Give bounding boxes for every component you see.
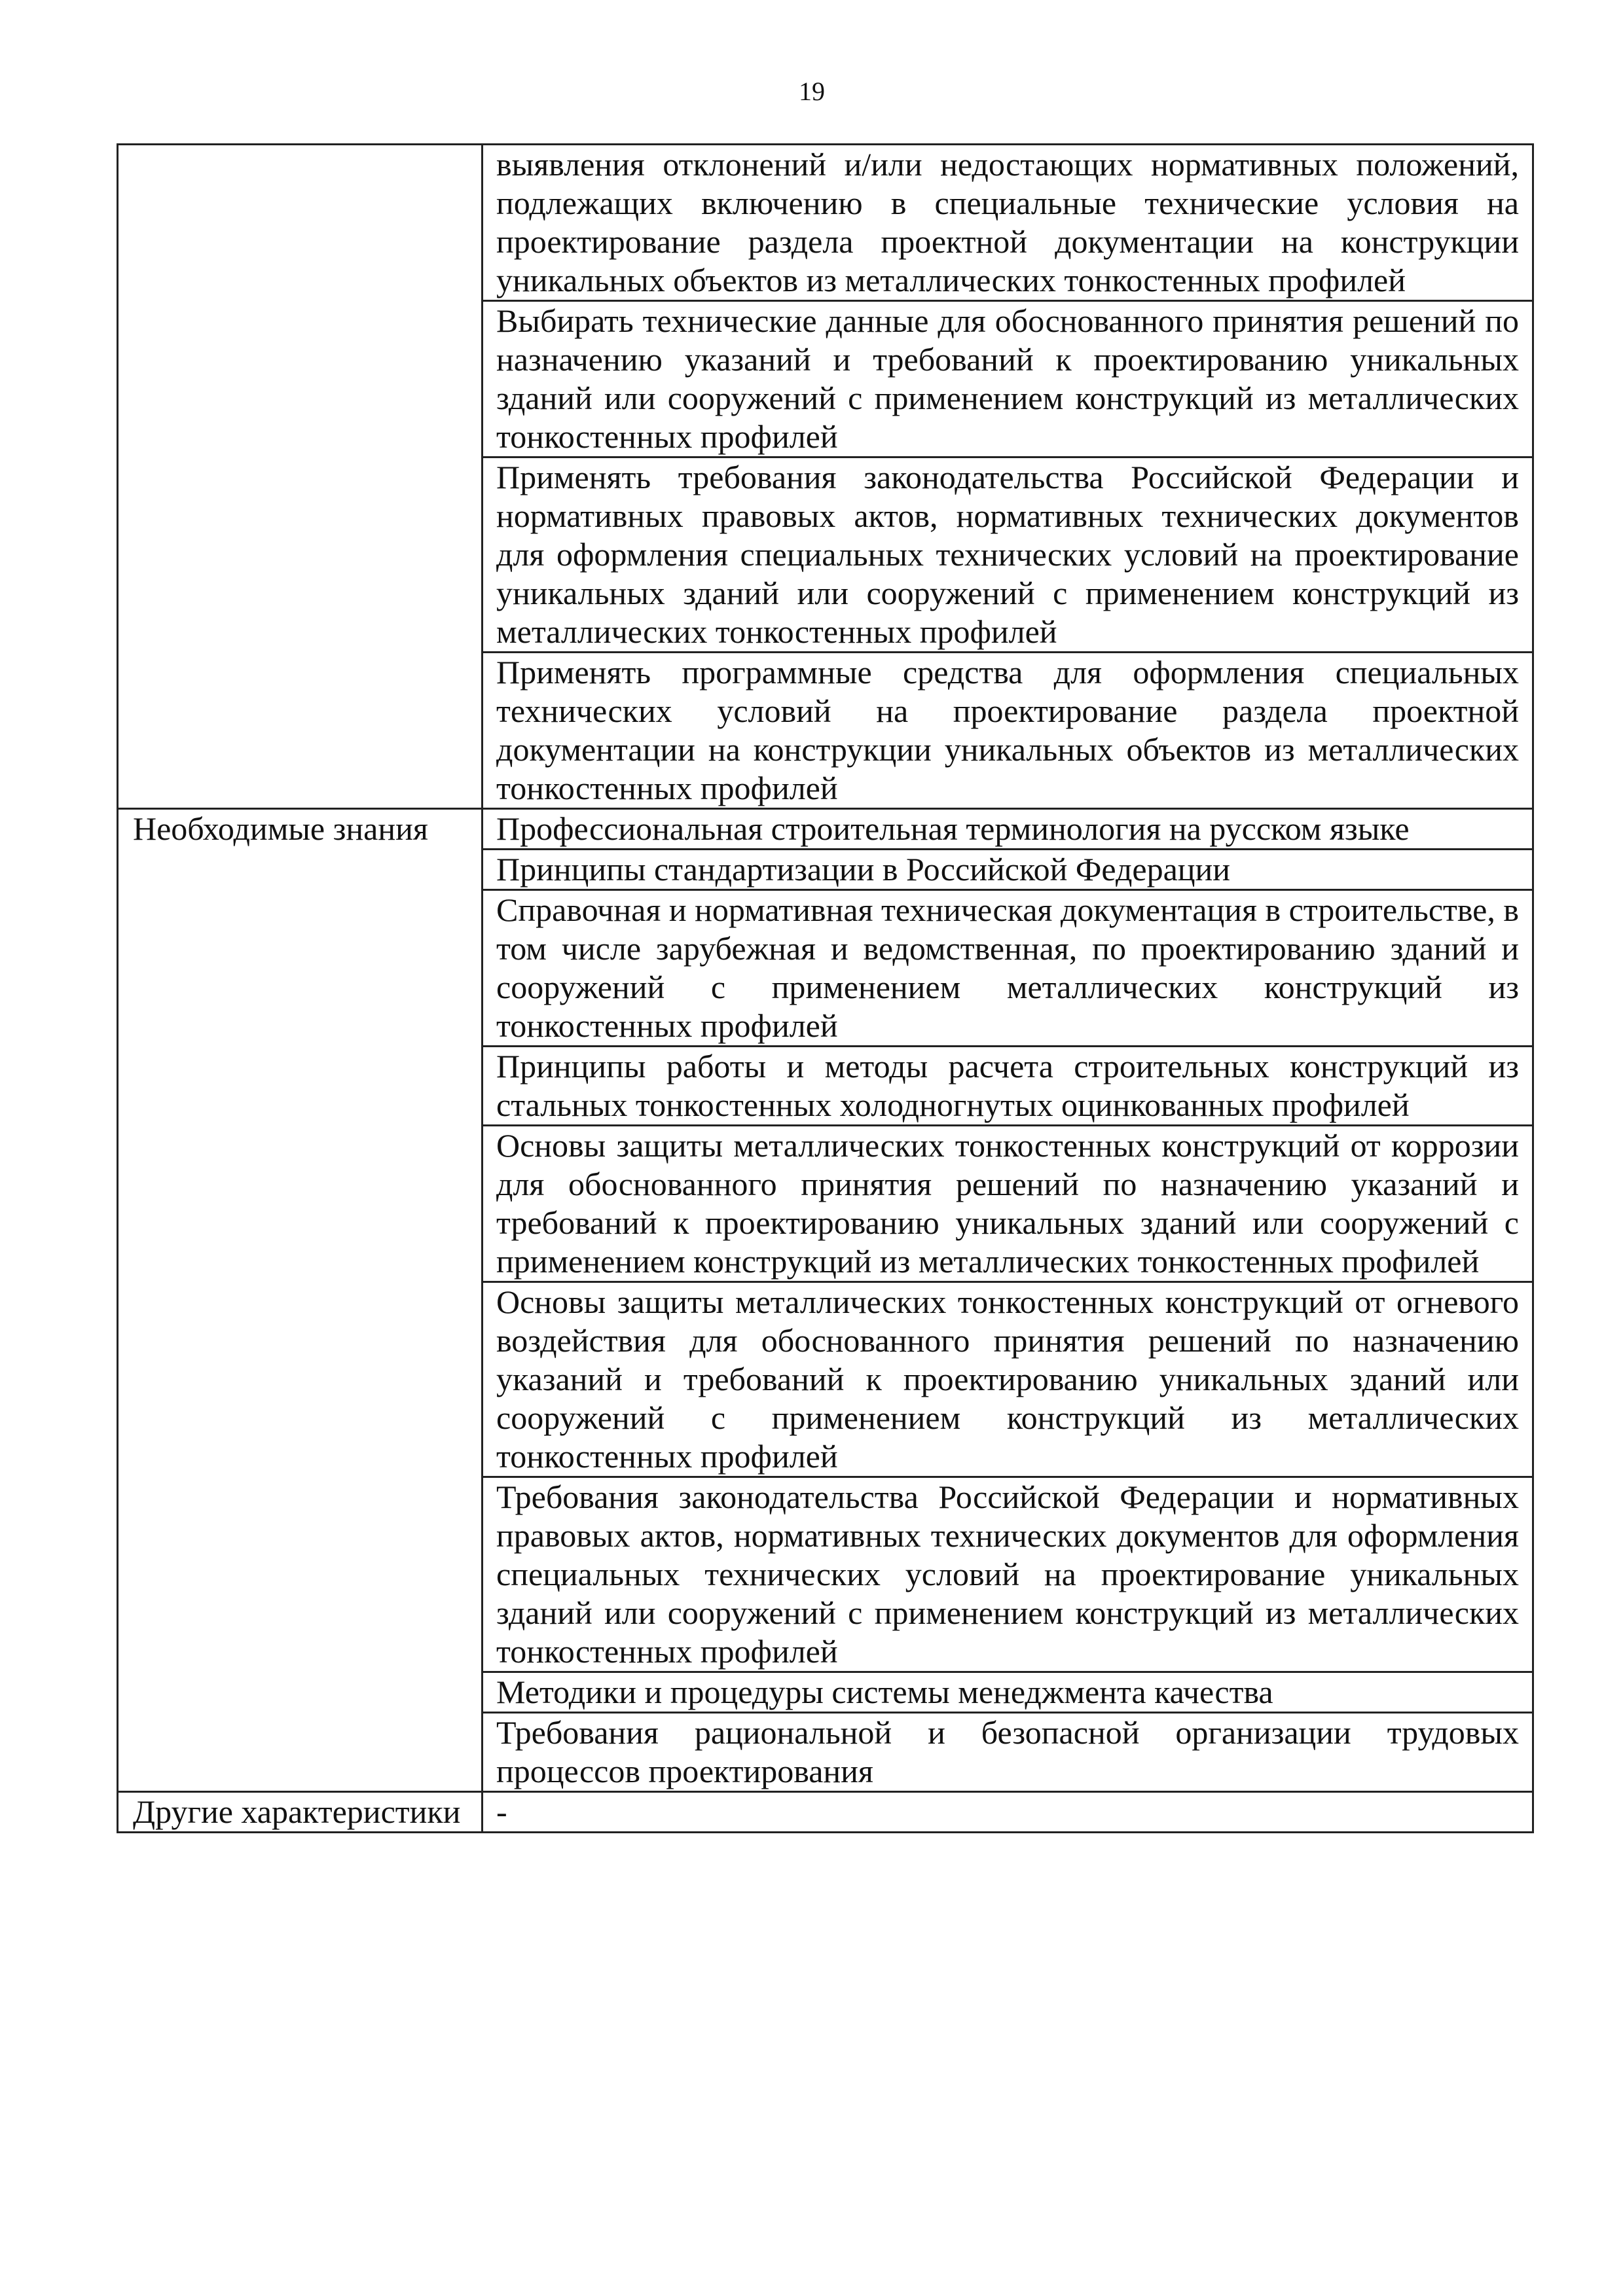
- table-cell-text: Требования законодательства Российской Федерации и нормативных правовых актов, нормативных технических документов для оформления специальных технических условий на проектирование уникальных зданий или сооружений с применением конструкций из металлических тонкостенных профилей: [483, 1477, 1533, 1672]
- row-label-other-characteristics: Другие характеристики: [118, 1792, 483, 1833]
- table-cell-text: Основы защиты металлических тонкостенных конструкций от огневого воздействия для обоснованного принятия решений по назначению указаний и требований к проектированию уникальных зданий или сооружений с применением конструкций из металлических тонкостенных профилей: [483, 1282, 1533, 1477]
- page-number: 19: [799, 77, 825, 106]
- table-cell-text: Профессиональная строительная терминология на русском языке: [483, 809, 1533, 850]
- table-cell-text: -: [483, 1792, 1533, 1833]
- table-cell-text: Методики и процедуры системы менеджмента качества: [483, 1672, 1533, 1713]
- row-label-required-knowledge: Необходимые знания: [118, 809, 483, 1792]
- table-cell-text: Применять требования законодательства Российской Федерации и нормативных правовых актов, нормативных технических документов для оформления специальных технических условий на проектирование уникальных зданий или сооружений с применением конструкций из металлических тонкостенных профилей: [483, 457, 1533, 653]
- table-row: [118, 1792, 1533, 1833]
- table-row: [118, 145, 1533, 301]
- table-cell-text: Основы защиты металлических тонкостенных конструкций от коррозии для обоснованного принятия решений по назначению указаний и требований к проектированию уникальных зданий или сооружений с применением конструкций из металлических тонкостенных профилей: [483, 1126, 1533, 1282]
- table-cell-text: Выбирать технические данные для обоснованного принятия решений по назначению указаний и требований к проектированию уникальных зданий или сооружений с применением конструкций из металлических тонкостенных профилей: [483, 301, 1533, 457]
- table-cell-text: Применять программные средства для оформления специальных технических условий на проектирование раздела проектной документации на конструкции уникальных объектов из металлических тонкостенных профилей: [483, 653, 1533, 809]
- row-label-skills-continued: [118, 145, 483, 809]
- table-cell-text: Требования рациональной и безопасной организации трудовых процессов проектирования: [483, 1713, 1533, 1792]
- qualification-table: [117, 143, 1534, 1833]
- table-cell-text: Принципы работы и методы расчета строительных конструкций из стальных тонкостенных холодногнутых оцинкованных профилей: [483, 1047, 1533, 1126]
- table-cell-text: Принципы стандартизации в Российской Федерации: [483, 850, 1533, 890]
- table-row: [118, 809, 1533, 850]
- table-cell-text: Справочная и нормативная техническая документация в строительстве, в том числе зарубежная и ведомственная, по проектированию зданий и сооружений с применением металлических конструкций из тонкостенных профилей: [483, 890, 1533, 1047]
- table-cell-text: выявления отклонений и/или недостающих нормативных положений, подлежащих включению в специальные технические условия на проектирование раздела проектной документации на конструкции уникальных объектов из металлических тонкостенных профилей: [483, 145, 1533, 301]
